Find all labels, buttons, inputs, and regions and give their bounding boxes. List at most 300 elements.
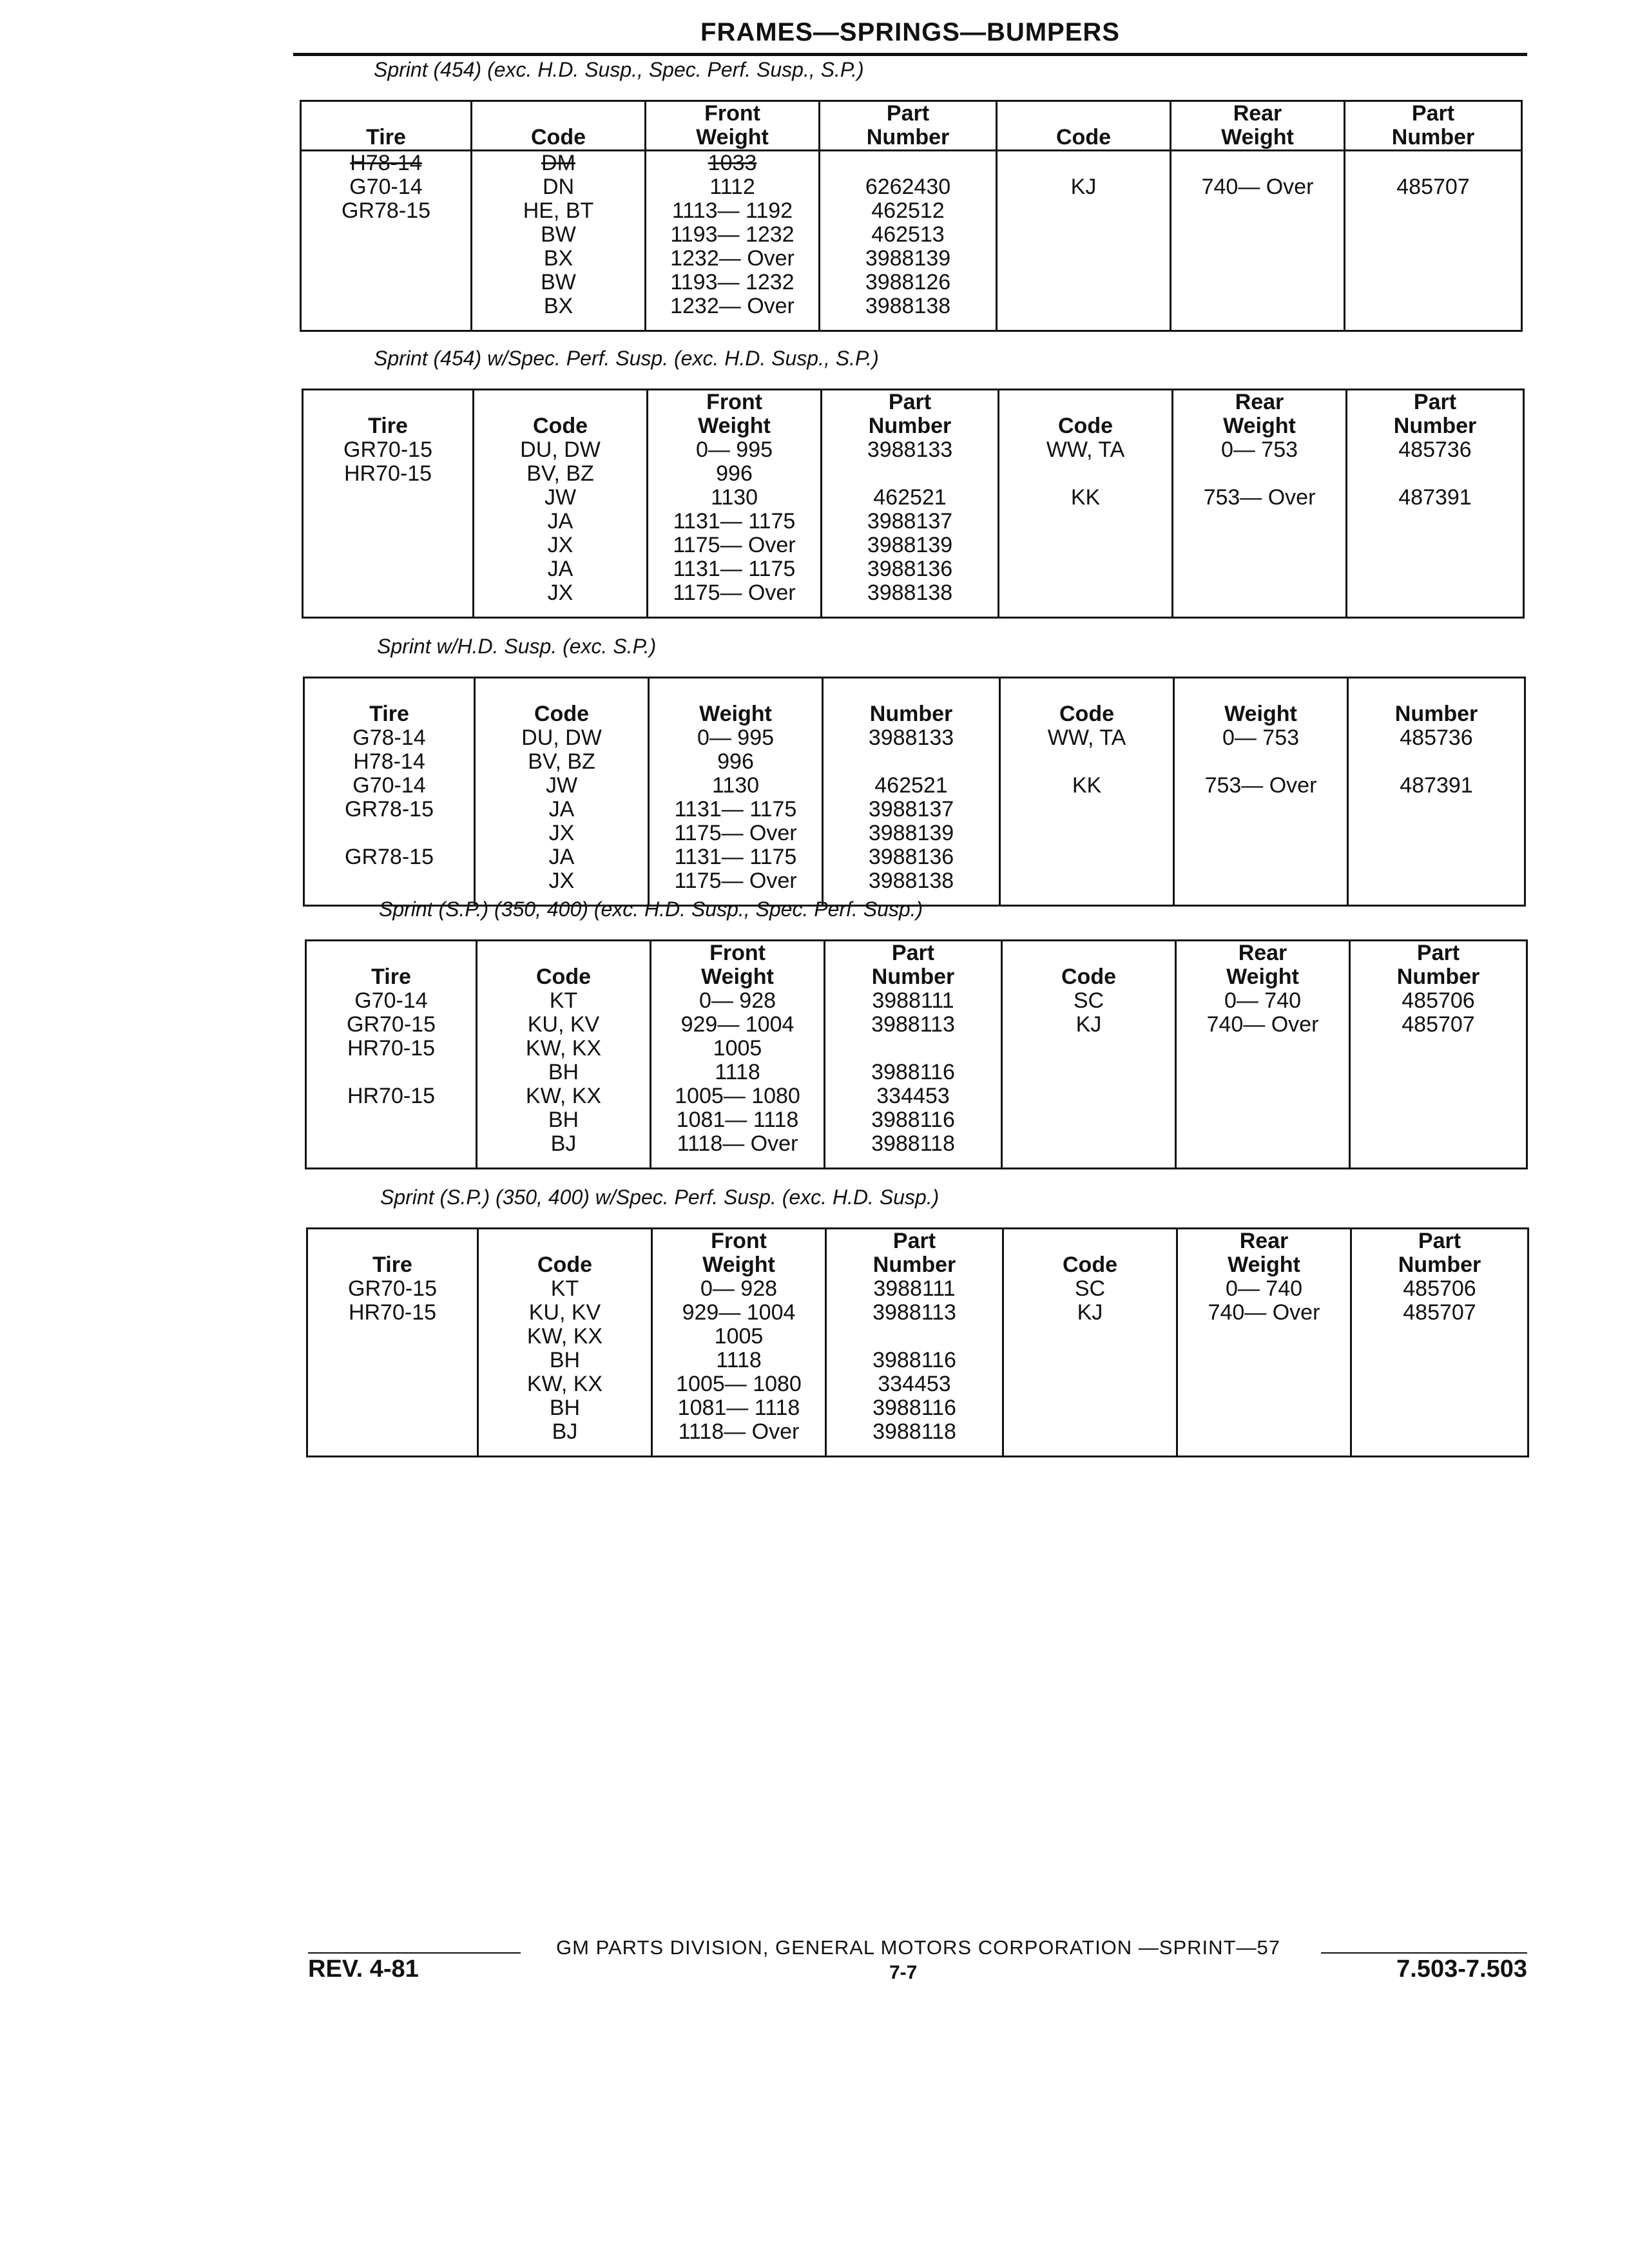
table-cell: 3988111 xyxy=(825,989,1002,1013)
table-cell xyxy=(1173,510,1347,533)
table-row xyxy=(306,1084,1527,1108)
table-cell xyxy=(1174,822,1348,845)
table-cell xyxy=(1345,294,1522,331)
table-cell xyxy=(1171,199,1345,223)
table-cell xyxy=(1351,1372,1528,1396)
table-cell: 996 xyxy=(649,750,823,774)
table-cell xyxy=(823,750,1000,774)
table-cell: WW, TA xyxy=(999,438,1173,462)
table-cell xyxy=(999,462,1173,486)
table-cell: 462513 xyxy=(820,223,997,247)
table-header-row xyxy=(304,678,1525,727)
table-cell: DU, DW xyxy=(474,438,648,462)
table-cell xyxy=(1000,750,1174,774)
table-cell: 462521 xyxy=(822,486,999,510)
table-cell xyxy=(1351,1396,1528,1420)
table-cell xyxy=(1350,1108,1527,1132)
footer-text: GM PARTS DIVISION, GENERAL MOTORS CORPORATION —SPRINT—57 xyxy=(556,1936,1280,1959)
column-header: Rear Weight xyxy=(1173,390,1347,439)
table-cell xyxy=(1000,822,1174,845)
table-cell xyxy=(997,247,1171,271)
table-cell: BH xyxy=(478,1349,652,1372)
table-cell xyxy=(301,271,472,294)
column-header: Tire xyxy=(307,1229,478,1278)
table-cell xyxy=(1173,533,1347,557)
table-cell: HR70-15 xyxy=(303,462,474,486)
table-cell xyxy=(1347,581,1524,618)
column-header: Number xyxy=(1348,678,1525,727)
table-cell xyxy=(1003,1349,1177,1372)
section-caption: Sprint (S.P.) (350, 400) w/Spec. Perf. Susp. (exc. H.D. Susp.) xyxy=(380,1186,940,1209)
table-cell: 462512 xyxy=(820,199,997,223)
table-row xyxy=(301,199,1522,223)
table-cell xyxy=(1177,1372,1351,1396)
column-header: Tire xyxy=(306,941,477,990)
table-cell: BX xyxy=(472,294,646,331)
table-header-row xyxy=(307,1229,1528,1278)
column-header: Code xyxy=(478,1229,652,1278)
table-cell: 1193— 1232 xyxy=(646,223,820,247)
table-cell: BH xyxy=(477,1108,651,1132)
table-cell: 753— Over xyxy=(1173,486,1347,510)
table-cell: 0— 995 xyxy=(649,726,823,750)
table-cell xyxy=(822,462,999,486)
table-header-row xyxy=(303,390,1524,439)
table-cell xyxy=(999,533,1173,557)
column-header: Tire xyxy=(301,101,472,151)
table-cell: 3988137 xyxy=(823,798,1000,822)
table-cell: 0— 928 xyxy=(652,1277,826,1301)
table-cell: 1081— 1118 xyxy=(651,1108,825,1132)
table-cell: JX xyxy=(475,869,649,906)
table-cell: KU, KV xyxy=(477,1013,651,1037)
table-cell: 485706 xyxy=(1350,989,1527,1013)
table-row xyxy=(304,822,1525,845)
table-cell xyxy=(306,1061,477,1084)
table-cell xyxy=(307,1396,478,1420)
table-cell xyxy=(303,557,474,581)
section-caption: Sprint w/H.D. Susp. (exc. S.P.) xyxy=(377,635,657,658)
table-cell: 3988133 xyxy=(822,438,999,462)
column-header: Part Number xyxy=(1351,1229,1528,1278)
reference-number: 7.503-7.503 xyxy=(1396,1956,1527,1983)
page-title: FRAMES—SPRINGS—BUMPERS xyxy=(700,18,1120,46)
table-row xyxy=(301,294,1522,331)
table-cell: 0— 753 xyxy=(1174,726,1348,750)
table-row xyxy=(304,798,1525,822)
column-header: Front Weight xyxy=(646,101,820,151)
table-cell: JW xyxy=(474,486,648,510)
table-cell: 3988116 xyxy=(826,1396,1003,1420)
table-cell: 1131— 1175 xyxy=(648,557,822,581)
table-cell xyxy=(1000,798,1174,822)
footer-rule-right xyxy=(1321,1952,1527,1954)
column-header: Part Number xyxy=(825,941,1002,990)
table-cell: GR78-15 xyxy=(304,845,475,869)
table-cell xyxy=(306,1108,477,1132)
table-cell: JA xyxy=(475,798,649,822)
table-cell xyxy=(1350,1084,1527,1108)
table-cell xyxy=(1348,750,1525,774)
table-cell: BJ xyxy=(478,1420,652,1457)
table-cell: 3988133 xyxy=(823,726,1000,750)
table-cell: SC xyxy=(1003,1277,1177,1301)
table-cell: GR70-15 xyxy=(306,1013,477,1037)
table-cell: 334453 xyxy=(825,1084,1002,1108)
table-cell: 1118 xyxy=(651,1061,825,1084)
table-cell xyxy=(1351,1325,1528,1349)
table-cell: H78-14 xyxy=(301,151,472,176)
table-cell xyxy=(1174,845,1348,869)
table-cell: 1005 xyxy=(651,1037,825,1061)
table-cell: 929— 1004 xyxy=(652,1301,826,1325)
table-cell: 753— Over xyxy=(1174,774,1348,798)
column-header: Code xyxy=(474,390,648,439)
table-cell xyxy=(997,294,1171,331)
column-header: Tire xyxy=(304,678,475,727)
table-cell: 3988111 xyxy=(826,1277,1003,1301)
table-cell: 485706 xyxy=(1351,1277,1528,1301)
column-header: Weight xyxy=(649,678,823,727)
column-header: Code xyxy=(475,678,649,727)
table-cell: 1131— 1175 xyxy=(649,845,823,869)
table-cell xyxy=(1173,557,1347,581)
table-cell xyxy=(1171,247,1345,271)
table-row xyxy=(304,845,1525,869)
table-cell xyxy=(1171,223,1345,247)
column-header: Tire xyxy=(303,390,474,439)
table-cell xyxy=(307,1372,478,1396)
table-cell: JX xyxy=(474,533,648,557)
table-cell: 1118 xyxy=(652,1349,826,1372)
table-cell xyxy=(1002,1061,1176,1084)
table-cell: 3988116 xyxy=(825,1108,1002,1132)
table-cell: BX xyxy=(472,247,646,271)
table-row xyxy=(307,1396,1528,1420)
column-header: Front Weight xyxy=(651,941,825,990)
table-cell xyxy=(997,271,1171,294)
table-cell: 740— Over xyxy=(1176,1013,1350,1037)
table-row xyxy=(307,1325,1528,1349)
table-cell xyxy=(1348,869,1525,906)
parts-table xyxy=(302,389,1525,619)
table-cell xyxy=(303,533,474,557)
table-cell: H78-14 xyxy=(304,750,475,774)
table-cell: 1005 xyxy=(652,1325,826,1349)
table-cell: KK xyxy=(1000,774,1174,798)
table-row xyxy=(301,151,1522,176)
table-cell xyxy=(1177,1349,1351,1372)
table-cell: JA xyxy=(474,557,648,581)
table-row xyxy=(303,533,1524,557)
table-cell: 3988139 xyxy=(820,247,997,271)
table-cell xyxy=(1345,151,1522,176)
table-cell: 334453 xyxy=(826,1372,1003,1396)
table-cell xyxy=(1347,462,1524,486)
table-cell xyxy=(1002,1084,1176,1108)
table-cell: 1175— Over xyxy=(649,822,823,845)
column-header: Front Weight xyxy=(648,390,822,439)
table-cell: 1112 xyxy=(646,175,820,199)
table-cell: 1193— 1232 xyxy=(646,271,820,294)
table-cell: 1175— Over xyxy=(649,869,823,906)
table-cell: KW, KX xyxy=(477,1084,651,1108)
table-cell: KT xyxy=(478,1277,652,1301)
table-cell: JX xyxy=(475,822,649,845)
table-cell: 3988137 xyxy=(822,510,999,533)
table-row xyxy=(307,1420,1528,1457)
table-cell: KK xyxy=(999,486,1173,510)
parts-table xyxy=(300,100,1523,332)
table-row xyxy=(303,462,1524,486)
table-row xyxy=(307,1301,1528,1325)
table-cell: DU, DW xyxy=(475,726,649,750)
table-header-row xyxy=(301,101,1522,151)
table-cell: G78-14 xyxy=(304,726,475,750)
section-caption: Sprint (454) w/Spec. Perf. Susp. (exc. H.D. Susp., S.P.) xyxy=(374,347,879,370)
table-row xyxy=(301,247,1522,271)
table-cell: WW, TA xyxy=(1000,726,1174,750)
table-cell: BH xyxy=(477,1061,651,1084)
table-cell: SC xyxy=(1002,989,1176,1013)
table-cell xyxy=(997,223,1171,247)
table-cell: G70-14 xyxy=(304,774,475,798)
table-cell xyxy=(301,223,472,247)
table-cell xyxy=(1347,510,1524,533)
table-cell xyxy=(1177,1396,1351,1420)
table-cell: 1131— 1175 xyxy=(649,798,823,822)
table-cell xyxy=(1000,869,1174,906)
table-cell: JW xyxy=(475,774,649,798)
table-cell: 487391 xyxy=(1347,486,1524,510)
table-cell xyxy=(999,510,1173,533)
table-cell xyxy=(301,247,472,271)
table-cell: BV, BZ xyxy=(474,462,648,486)
table-cell: BJ xyxy=(477,1132,651,1169)
table-row xyxy=(303,438,1524,462)
column-header: Part Number xyxy=(820,101,997,151)
table-row xyxy=(304,774,1525,798)
column-header: Code xyxy=(477,941,651,990)
table-cell: DN xyxy=(472,175,646,199)
table-cell xyxy=(1348,822,1525,845)
table-cell: KJ xyxy=(1003,1301,1177,1325)
column-header: Rear Weight xyxy=(1171,101,1345,151)
table-cell xyxy=(1348,845,1525,869)
table-cell xyxy=(1348,798,1525,822)
table-cell: BW xyxy=(472,223,646,247)
table-cell: JX xyxy=(474,581,648,618)
column-header: Rear Weight xyxy=(1177,1229,1351,1278)
table-cell: 0— 928 xyxy=(651,989,825,1013)
column-header: Part Number xyxy=(1350,941,1527,990)
table-row xyxy=(303,557,1524,581)
table-cell xyxy=(1003,1396,1177,1420)
table-cell: HE, BT xyxy=(472,199,646,223)
table-cell xyxy=(1176,1061,1350,1084)
table-cell: 3988116 xyxy=(825,1061,1002,1084)
table-cell xyxy=(1176,1037,1350,1061)
table-row xyxy=(307,1349,1528,1372)
table-row xyxy=(304,750,1525,774)
column-header: Rear Weight xyxy=(1176,941,1350,990)
table-cell xyxy=(303,486,474,510)
table-cell: BW xyxy=(472,271,646,294)
table-row xyxy=(301,223,1522,247)
table-cell: KW, KX xyxy=(477,1037,651,1061)
table-cell: 3988126 xyxy=(820,271,997,294)
table-cell: JA xyxy=(474,510,648,533)
table-cell: 1175— Over xyxy=(648,581,822,618)
table-cell xyxy=(999,557,1173,581)
table-cell xyxy=(1171,271,1345,294)
table-cell xyxy=(1000,845,1174,869)
table-cell: 1232— Over xyxy=(646,247,820,271)
table-cell: GR70-15 xyxy=(303,438,474,462)
table-cell: 1081— 1118 xyxy=(652,1396,826,1420)
table-cell: BH xyxy=(478,1396,652,1420)
column-header: Code xyxy=(1003,1229,1177,1278)
table-cell xyxy=(1177,1420,1351,1457)
table-cell: 3988136 xyxy=(823,845,1000,869)
column-header: Code xyxy=(1002,941,1176,990)
table-cell xyxy=(1003,1420,1177,1457)
table-cell xyxy=(307,1349,478,1372)
table-cell: 1118— Over xyxy=(651,1132,825,1169)
table-row xyxy=(301,271,1522,294)
table-cell: 740— Over xyxy=(1177,1301,1351,1325)
column-header: Number xyxy=(823,678,1000,727)
table-cell xyxy=(1345,271,1522,294)
table-cell xyxy=(997,151,1171,176)
table-row xyxy=(307,1277,1528,1301)
table-cell xyxy=(307,1420,478,1457)
table-cell xyxy=(1174,869,1348,906)
column-header: Code xyxy=(1000,678,1174,727)
column-header: Front Weight xyxy=(652,1229,826,1278)
table-cell xyxy=(820,151,997,176)
table-cell xyxy=(826,1325,1003,1349)
table-row xyxy=(306,1132,1527,1169)
table-cell xyxy=(1002,1132,1176,1169)
table-cell: KU, KV xyxy=(478,1301,652,1325)
title-rule xyxy=(293,53,1527,56)
table-cell: 1005— 1080 xyxy=(651,1084,825,1108)
table-cell: 3988113 xyxy=(825,1013,1002,1037)
table-cell: GR78-15 xyxy=(301,199,472,223)
table-cell: GR78-15 xyxy=(304,798,475,822)
table-cell xyxy=(1176,1108,1350,1132)
table-cell xyxy=(301,294,472,331)
table-cell: 3988116 xyxy=(826,1349,1003,1372)
table-cell: JA xyxy=(475,845,649,869)
table-cell xyxy=(306,1132,477,1169)
table-cell: 462521 xyxy=(823,774,1000,798)
table-cell: DM xyxy=(472,151,646,176)
table-cell xyxy=(1345,223,1522,247)
section-caption: Sprint (S.P.) (350, 400) (exc. H.D. Susp., Spec. Perf. Susp.) xyxy=(379,898,923,921)
table-cell: 485707 xyxy=(1350,1013,1527,1037)
table-cell: 485707 xyxy=(1345,175,1522,199)
table-row xyxy=(303,581,1524,618)
table-cell xyxy=(304,822,475,845)
table-cell: 1005— 1080 xyxy=(652,1372,826,1396)
table-cell: 0— 740 xyxy=(1177,1277,1351,1301)
table-row xyxy=(306,1061,1527,1084)
column-header: Part Number xyxy=(822,390,999,439)
table-cell: 996 xyxy=(648,462,822,486)
table-row xyxy=(306,1013,1527,1037)
column-header: Part Number xyxy=(1347,390,1524,439)
table-cell: 6262430 xyxy=(820,175,997,199)
table-cell: 0— 740 xyxy=(1176,989,1350,1013)
table-row xyxy=(304,726,1525,750)
table-cell xyxy=(1173,581,1347,618)
table-cell: 929— 1004 xyxy=(651,1013,825,1037)
table-cell: 3988138 xyxy=(823,869,1000,906)
table-cell: 1130 xyxy=(649,774,823,798)
table-header-row xyxy=(306,941,1527,990)
table-cell: 3988118 xyxy=(825,1132,1002,1169)
table-cell xyxy=(1174,750,1348,774)
column-header: Code xyxy=(999,390,1173,439)
table-cell: GR70-15 xyxy=(307,1277,478,1301)
table-cell: 1175— Over xyxy=(648,533,822,557)
table-cell: KJ xyxy=(997,175,1171,199)
table-cell xyxy=(1347,533,1524,557)
table-cell xyxy=(1002,1037,1176,1061)
table-cell: 487391 xyxy=(1348,774,1525,798)
table-cell: G70-14 xyxy=(306,989,477,1013)
table-cell: 3988139 xyxy=(822,533,999,557)
table-cell xyxy=(303,581,474,618)
table-row xyxy=(303,510,1524,533)
table-row xyxy=(301,175,1522,199)
table-cell xyxy=(999,581,1173,618)
table-cell xyxy=(997,199,1171,223)
table-cell: G70-14 xyxy=(301,175,472,199)
table-cell: KJ xyxy=(1002,1013,1176,1037)
table-cell: 485736 xyxy=(1347,438,1524,462)
table-cell xyxy=(307,1325,478,1349)
table-cell xyxy=(1176,1132,1350,1169)
table-cell xyxy=(1176,1084,1350,1108)
table-cell: 740— Over xyxy=(1171,175,1345,199)
table-cell: 3988113 xyxy=(826,1301,1003,1325)
table-cell xyxy=(1177,1325,1351,1349)
table-row xyxy=(303,486,1524,510)
table-cell xyxy=(1350,1132,1527,1169)
table-cell: 3988139 xyxy=(823,822,1000,845)
table-cell: 1113— 1192 xyxy=(646,199,820,223)
table-cell: BV, BZ xyxy=(475,750,649,774)
table-cell: 1131— 1175 xyxy=(648,510,822,533)
table-cell: 1033 xyxy=(646,151,820,176)
table-cell: HR70-15 xyxy=(307,1301,478,1325)
table-cell: 485707 xyxy=(1351,1301,1528,1325)
page-number: 7-7 xyxy=(889,1962,918,1983)
table-cell xyxy=(1173,462,1347,486)
table-cell: KW, KX xyxy=(478,1372,652,1396)
table-cell: HR70-15 xyxy=(306,1037,477,1061)
column-header: Part Number xyxy=(826,1229,1003,1278)
table-cell: 0— 995 xyxy=(648,438,822,462)
table-cell xyxy=(1350,1061,1527,1084)
table-row xyxy=(306,1108,1527,1132)
table-cell: 1130 xyxy=(648,486,822,510)
table-cell xyxy=(1350,1037,1527,1061)
table-cell: 1232— Over xyxy=(646,294,820,331)
